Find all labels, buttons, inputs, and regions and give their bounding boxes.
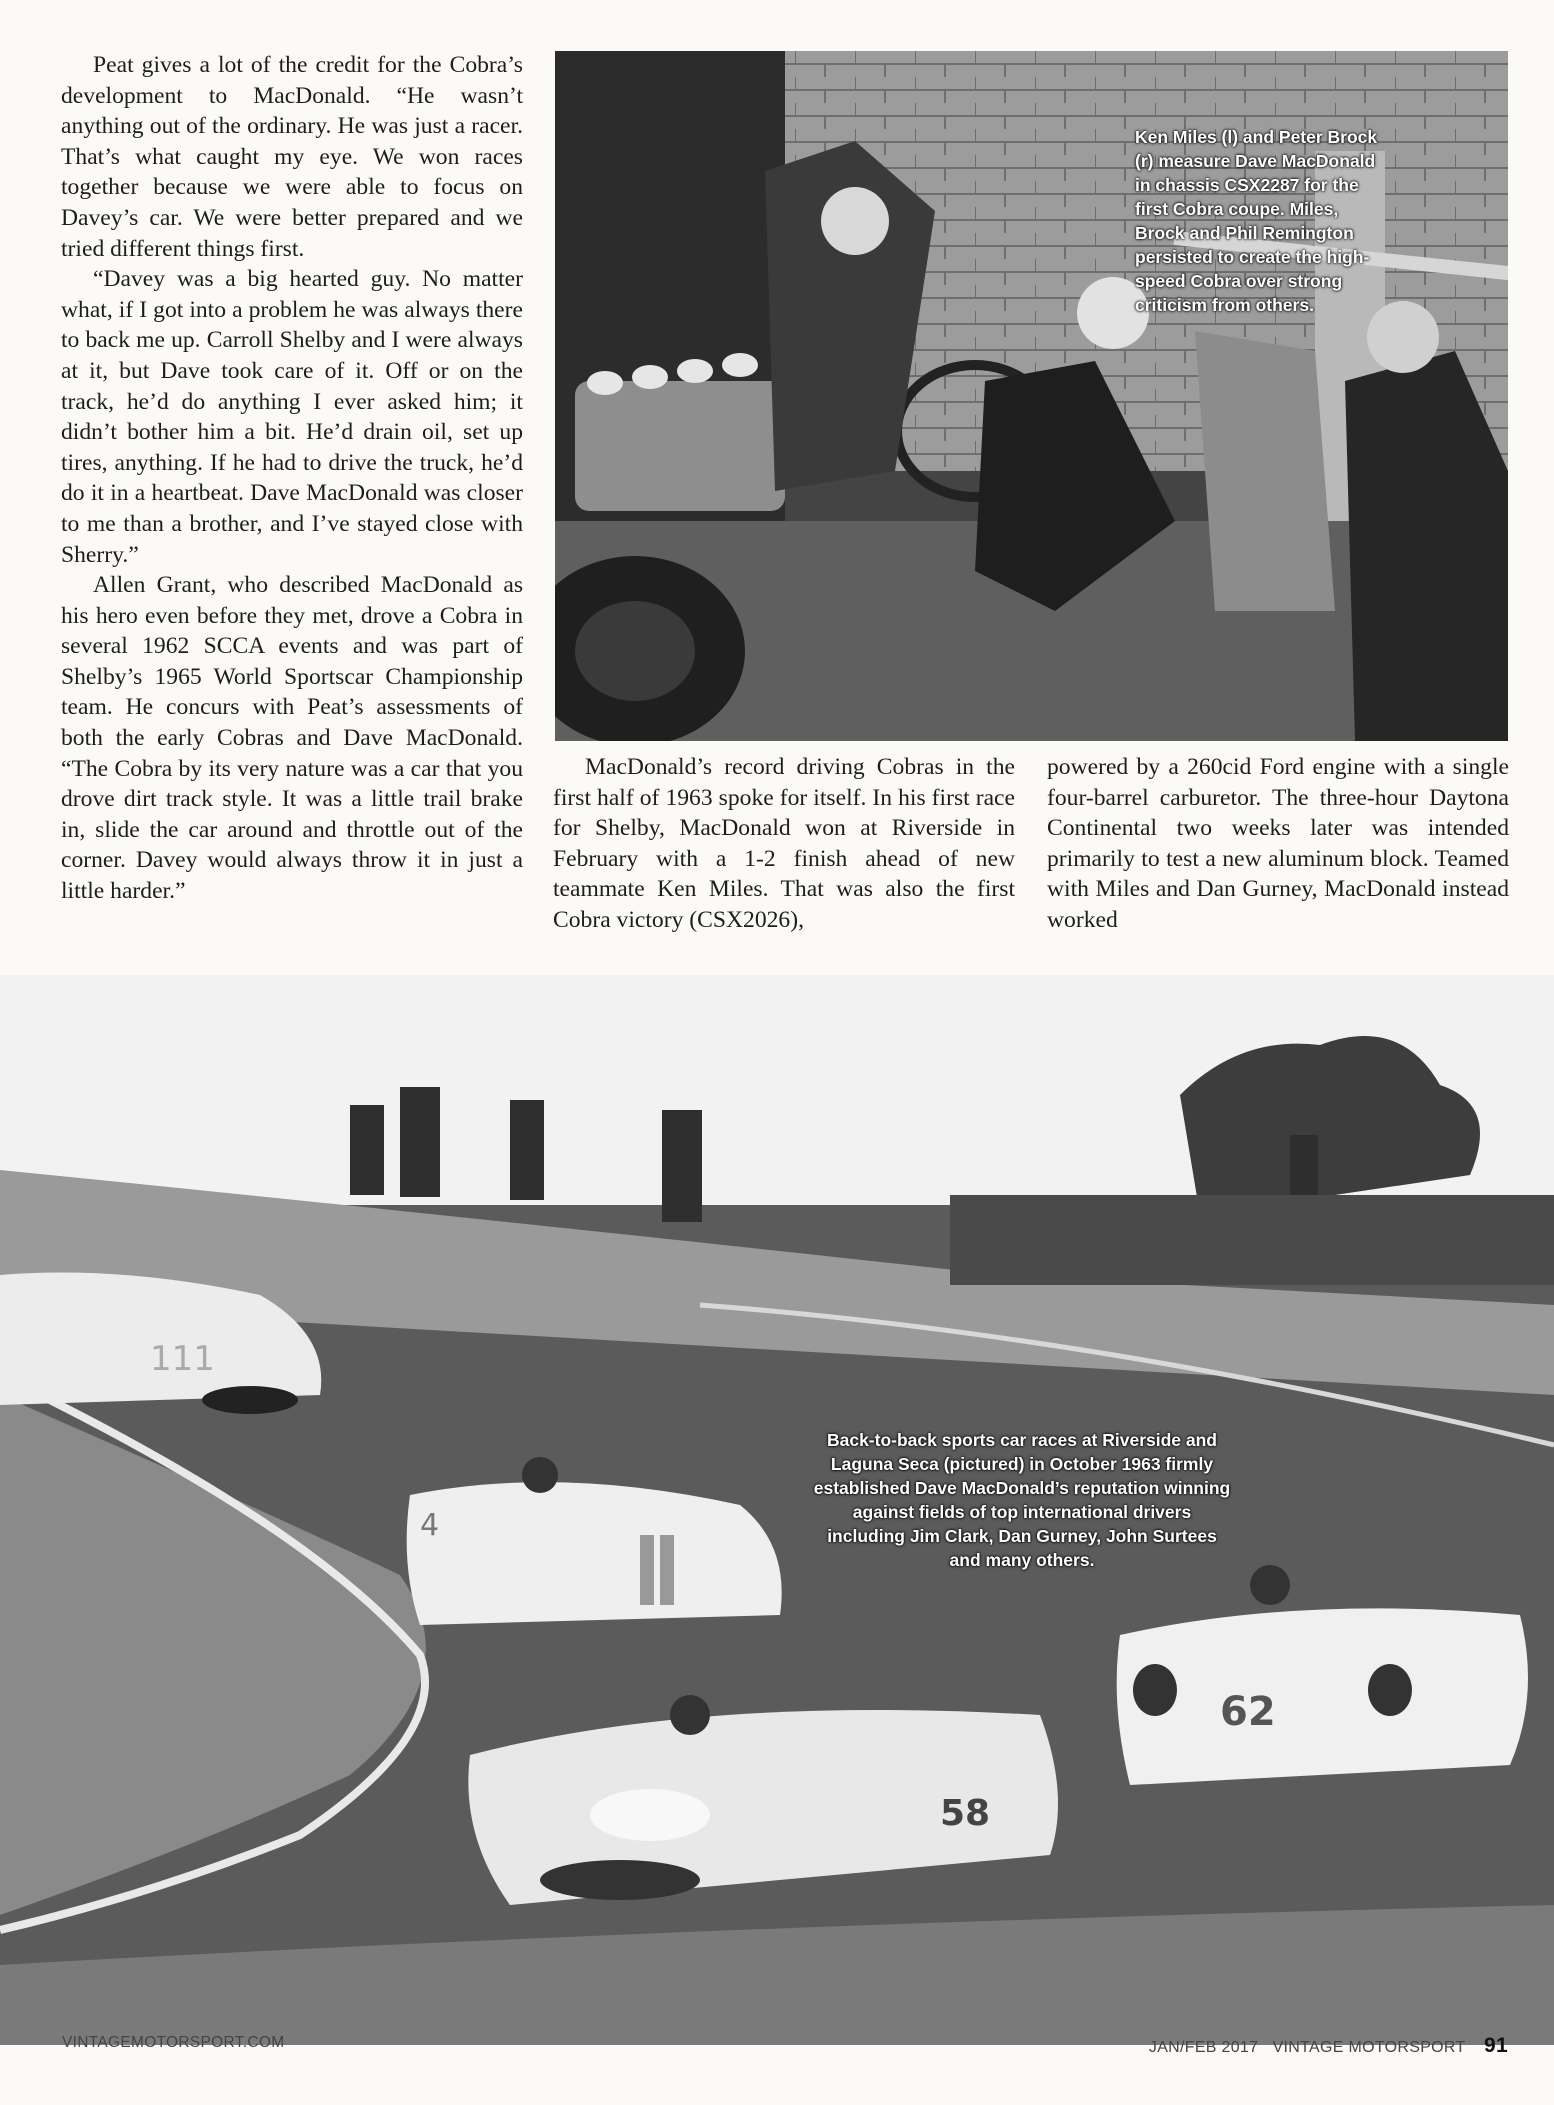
paragraph: “Davey was a big hearted guy. No matter what, if I got into a problem he was always there to back me up. Carroll Shelby and I were always at it, but Dave took care of it. Off or on the track, he’d do anything I ever asked him; it didn’t bother him a bit. He’d drain oil, set up tires, anything. If he had to drive the truck, he’d do it in a heartbeat. Dave MacDonald was closer to me than a brother, and I’ve stayed close with Sherry.” — [61, 266, 523, 568]
footer-issue-info — [1149, 2034, 1508, 2058]
paragraph: powered by a 260cid Ford engine with a single four-barrel carburetor. The three-hour Daytona Continental two weeks later was intended primarily to test a new aluminum block. Teamed with Miles and Dan Gurney, MacDonald instead worked — [1047, 754, 1509, 933]
car-number: 4 — [420, 1508, 440, 1543]
photo-caption: Back-to-back sports car races at Riverside and Laguna Seca (pictured) in October 1963 firmly established Dave MacDonald’s reputation winning against fields of top international drivers including Jim Clark, Dan Gurney, John Surtees and many others. — [813, 1430, 1231, 1570]
article-left-column — [61, 50, 523, 907]
footer-website: VINTAGEMOTORSPORT.COM — [62, 2034, 285, 2051]
paragraph: Allen Grant, who described MacDonald as his hero even before they met, drove a Cobra in several 1962 SCCA events and was part of Shelby’s 1965 World Sportscar Championship team. He concurs with Peat’s assessments of both the early Cobras and Dave MacDonald. “The Cobra by its very nature was a car that you drove dirt track style. It was a little trail brake in, slide the car around and throttle out of the corner. Davey would always throw it in just a little harder.” — [61, 572, 523, 905]
article-middle-column — [553, 752, 1015, 936]
footer-issue-date: JAN/FEB 2017 — [1148, 2039, 1259, 2056]
car-number: 111 — [150, 1339, 215, 1379]
photo-caption: Ken Miles (l) and Peter Brock (r) measure Dave MacDonald in chassis CSX2287 for the first Cobra coupe. Miles, Brock and Phil Remington persisted to create the high-speed Cobra over strong criticism from others. — [1135, 127, 1378, 315]
photo-race-laguna-seca — [0, 975, 1554, 2045]
article-right-column — [1047, 752, 1509, 936]
footer-magazine-name: VINTAGE MOTORSPORT — [1272, 2039, 1466, 2056]
paragraph: MacDonald’s record driving Cobras in the first half of 1963 spoke for itself. In his first race for Shelby, MacDonald won at Riverside in February with a 1-2 finish ahead of new teammate Ken Miles. That was also the first Cobra victory (CSX2026), — [553, 754, 1015, 933]
paragraph: Peat gives a lot of the credit for the Cobra’s development to MacDonald. “He wasn’t anything out of the ordinary. He was just a racer. That’s what caught my eye. We won races together because we were able to focus on Davey’s car. We were better prepared and we tried different things first. — [61, 52, 523, 262]
car-number: 62 — [1220, 1689, 1276, 1735]
photo-cobra-fitting — [555, 51, 1508, 741]
car-number: 58 — [940, 1793, 991, 1834]
page-number: 91 — [1484, 2034, 1508, 2057]
photo-race-laguna-seca-image — [0, 975, 1554, 2045]
